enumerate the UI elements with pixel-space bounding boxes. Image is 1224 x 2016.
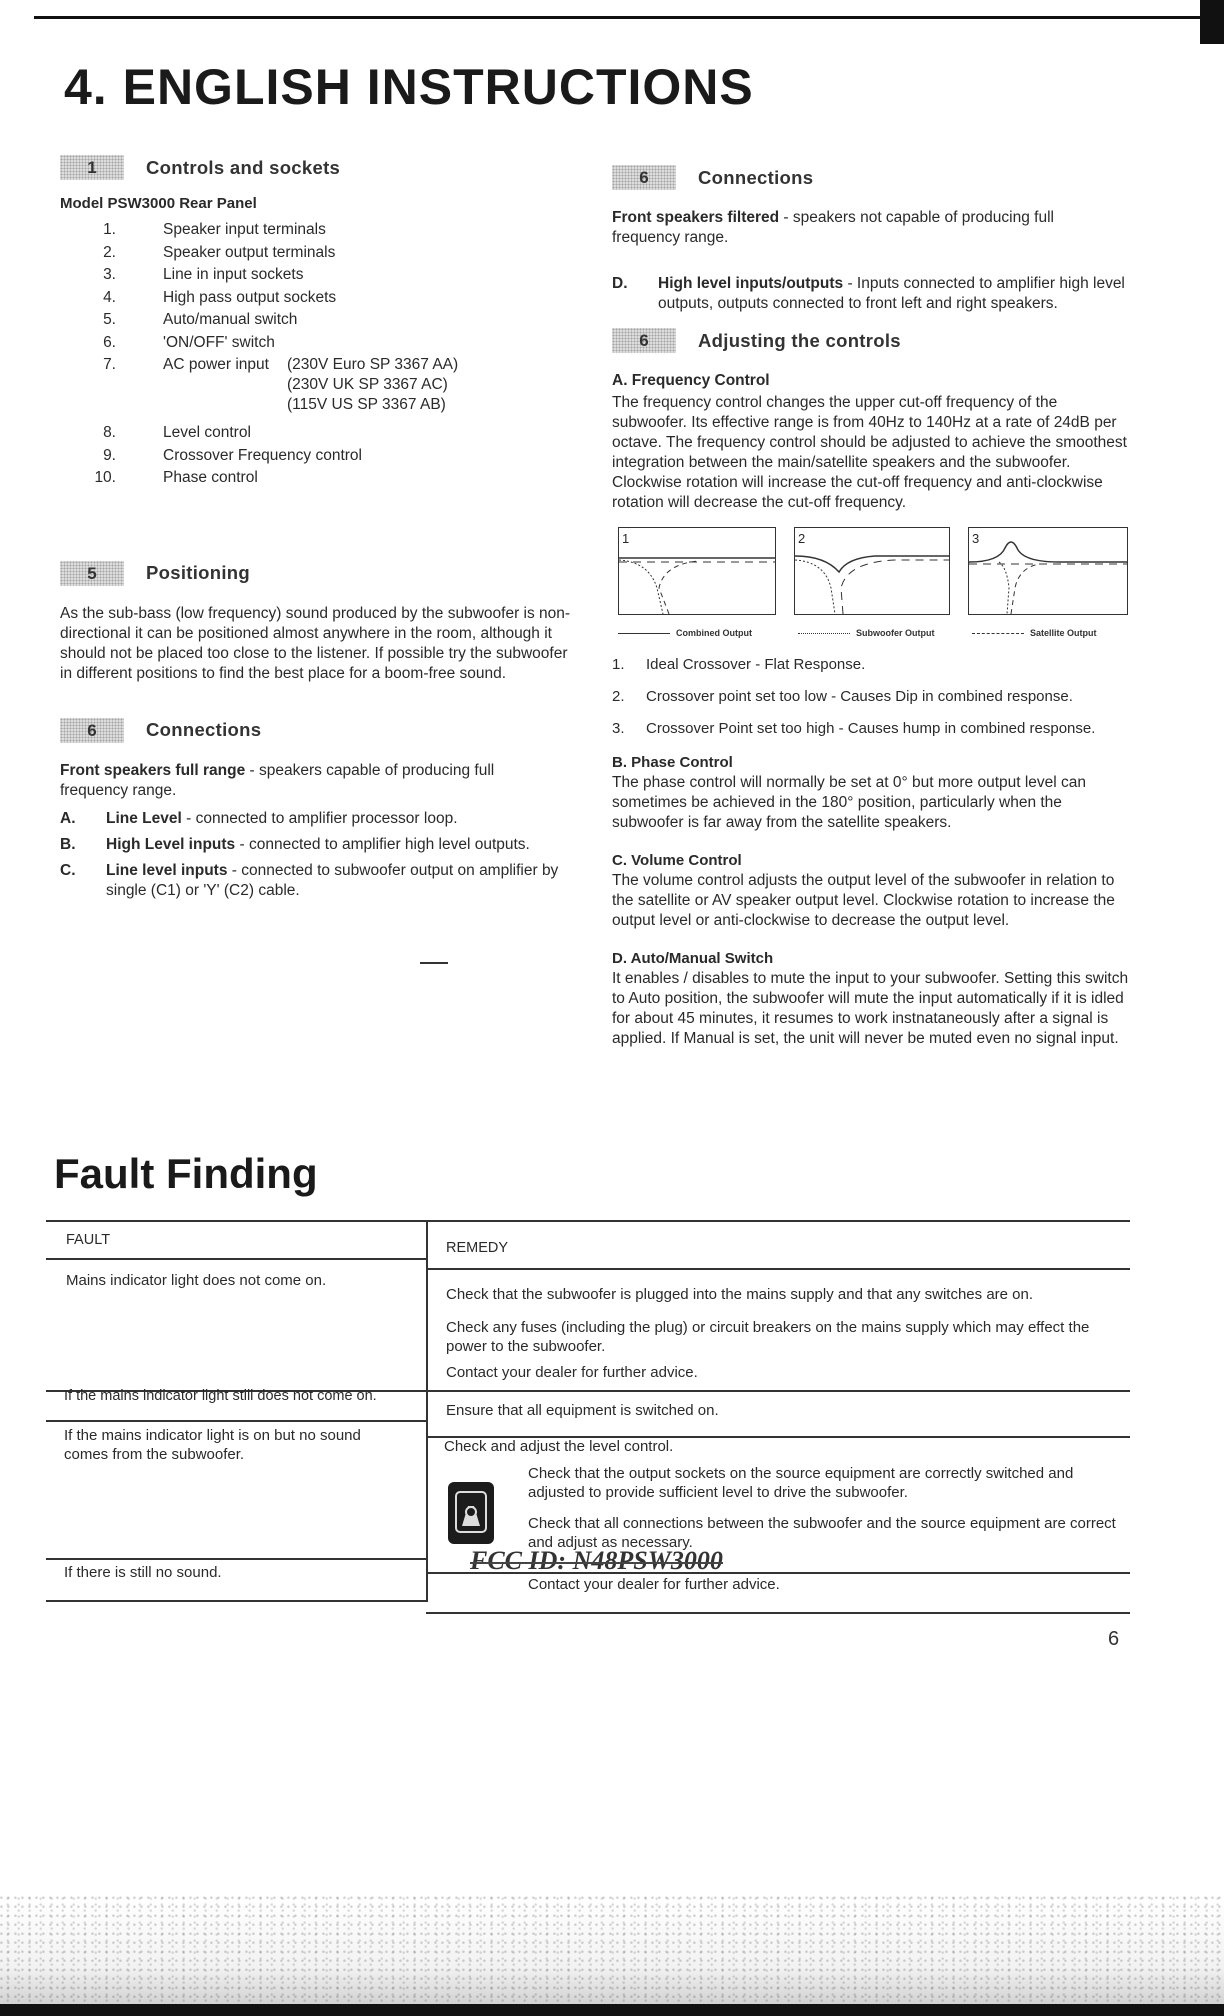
list-item: 1. Ideal Crossover - Flat Response. [612, 656, 866, 673]
model-label: Model PSW3000 Rear Panel [60, 195, 257, 212]
front-speakers-filtered: Front speakers filtered - speakers not capable of producing full frequency range. [612, 209, 1054, 246]
list-item: 2. Crossover point set too low - Causes Dip in combined response. [612, 688, 1073, 705]
connections-left-list [60, 809, 590, 901]
remedy-row-1c: Contact your dealer for further advice. [446, 1364, 698, 1381]
list-item: A. Line Level - connected to amplifier processor loop. [60, 809, 458, 827]
legend-subwoofer: Subwoofer Output [798, 623, 935, 643]
remedy-row-3a: Check and adjust the level control. [444, 1438, 674, 1455]
list-item: D. High level inputs/outputs - Inputs connected to amplifier high level outputs, outputs connected to front left and right speakers. [612, 275, 1125, 312]
controls-section-title: Controls and sockets [146, 156, 341, 178]
table-rule [46, 1258, 426, 1260]
legend-satellite: Satellite Output [972, 623, 1097, 643]
crossover-graphs [612, 527, 1132, 645]
list-item: 5. Auto/manual switch [103, 311, 298, 328]
fault-row-1: Mains indicator light does not come on. [66, 1272, 327, 1289]
graph-1: 1 [618, 527, 776, 615]
volume-text: The volume control adjusts the output level of the subwoofer in relation to the satellite or AV speaker output level. Clockwise rotation to increase the output level or anti-clockwise to decrease the output level. [612, 872, 1115, 929]
list-item: 6. 'ON/OFF' switch [103, 333, 275, 351]
fault-row-3: If the mains indicator light is on but no sound comes from the subwoofer. [64, 1427, 361, 1463]
fault-row-4: If there is still no sound. [64, 1564, 222, 1581]
graph-3: 3 [968, 527, 1128, 615]
section-badge: 1 [60, 155, 124, 180]
phase-text: The phase control will normally be set at 0° but more output level can sometimes be achieved in the 180° position, particularly when the subwoofer is far away from the satellite speakers. [612, 774, 1087, 831]
power-options: (230V Euro SP 3367 AA) (230V UK SP 3367 AC) (115V US SP 3367 AB) [286, 356, 459, 413]
auto-manual-heading: D. Auto/Manual Switch [612, 950, 774, 967]
bottom-edge-bar [0, 2004, 1224, 2016]
left-column [60, 155, 590, 907]
top-corner-mark [1200, 0, 1224, 44]
fcc-id-stamp: FCC ID: N48PSW3000 [470, 1546, 723, 1575]
frequency-text-2: Clockwise rotation will increase the cut-off frequency and anti-clockwise rotation will decrease the cut-off frequency. [612, 474, 1103, 511]
graph-2: 2 [794, 527, 950, 615]
connections-left-header [60, 718, 590, 743]
legend-combined: Combined Output [618, 623, 752, 643]
top-rule [34, 16, 1200, 19]
connections-right-header [612, 165, 1132, 190]
remedy-row-3c: Check that all connections between the subwoofer and the source equipment are correct and adjust as necessary. [528, 1515, 1116, 1551]
list-item: 1. Speaker input terminals [103, 221, 326, 238]
positioning-section-header [60, 561, 590, 586]
frequency-text: The frequency control changes the upper cut-off frequency of the subwoofer. Its effective range is from 40Hz to 140Hz at a rate of 24dB per octave. The frequency control should be adjusted to achieve the smoothest integration between the main/satellite speakers and the subwoofer. [612, 394, 1127, 471]
page-number: 6 [1108, 1628, 1120, 1650]
table-rule [46, 1600, 426, 1602]
remedy-row-1b: Check any fuses (including the plug) or circuit breakers on the mains supply which may effect the power to the subwoofer. [446, 1319, 1090, 1355]
connections-right-list [612, 274, 1132, 314]
fault-finding-title: Fault Finding [54, 1150, 318, 1197]
remedy-row-3b: Check that the output sockets on the source equipment are correctly switched and adjusted to provide sufficient level to drive the subwoofer. [528, 1465, 1074, 1501]
front-speakers-full-range: Front speakers full range - speakers capable of producing full frequency range. [60, 761, 495, 799]
adjusting-section-header [612, 328, 1132, 353]
remedy-row-4: Contact your dealer for further advice. [528, 1576, 780, 1593]
remedy-row-1a: Check that the subwoofer is plugged into the mains supply and that any switches are on. [446, 1286, 1034, 1303]
section-badge: 6 [60, 718, 124, 743]
list-item: B. High Level inputs - connected to amplifier high level outputs. [60, 835, 530, 853]
list-item: 3. Crossover Point set too high - Causes hump in combined response. [612, 720, 1096, 737]
positioning-text: As the sub-bass (low frequency) sound produced by the subwoofer is non-directional it can be positioned almost anywhere in the room, although it should not be placed too close to the listener. If possible try the subwoofer in different positions to find the best place for a boom-free sound. [60, 604, 571, 682]
list-item: 10. Phase control [94, 469, 258, 486]
connections-left-title: Connections [146, 719, 262, 740]
page-title: 4. ENGLISH INSTRUCTIONS [64, 59, 754, 115]
table-rule [46, 1420, 426, 1422]
warning-icon [448, 1482, 494, 1544]
adjusting-section-title: Adjusting the controls [698, 329, 901, 351]
list-item: C. Line level inputs - connected to subwoofer output on amplifier by single (C1) or 'Y' (C2) cable. [60, 861, 559, 899]
right-column [612, 165, 1132, 1049]
section-badge: 6 [612, 328, 676, 353]
list-item: 9. Crossover Frequency control [103, 446, 362, 464]
connections-right-title: Connections [698, 166, 814, 188]
list-item-power: 7. AC power input (230V Euro SP 3367 AA) (230V UK SP 3367 AC) (115V US SP 3367 AB) [60, 355, 590, 423]
list-item: 3. Line in input sockets [103, 266, 304, 283]
controls-list [60, 220, 590, 491]
phase-heading: B. Phase Control [612, 754, 733, 771]
positioning-section-title: Positioning [146, 562, 251, 583]
table-rule [46, 1220, 1130, 1222]
divider-dash [420, 962, 448, 964]
table-rule [426, 1612, 1130, 1614]
response-list [612, 655, 1132, 739]
remedy-row-2: Ensure that all equipment is switched on. [446, 1402, 719, 1419]
fault-row-2: If the mains indicator light still does not come on. [64, 1388, 377, 1404]
graph-2-curves [795, 528, 949, 614]
controls-section-header [60, 155, 590, 180]
list-item: 4. High pass output sockets [103, 288, 337, 306]
column-header-fault: FAULT [66, 1232, 111, 1248]
table-rule [46, 1558, 426, 1560]
table-rule [426, 1268, 1130, 1270]
volume-heading: C. Volume Control [612, 852, 742, 869]
auto-manual-text: It enables / disables to mute the input to your subwoofer. Setting this switch to Auto position, the subwoofer will mute the input automatically if it is idled for about 45 minutes, it resumes to work instnataneously after a signal is applied. If Manual is set, the unit will never be muted even no signal input. [612, 970, 1129, 1047]
column-header-remedy: REMEDY [446, 1240, 509, 1256]
scan-noise [0, 1895, 1224, 2016]
hand-switch-icon [448, 1482, 494, 1544]
graph-3-curves [969, 528, 1127, 614]
frequency-heading: A. Frequency Control [612, 372, 770, 389]
list-item: 2. Speaker output terminals [103, 243, 336, 261]
graph-1-curves [619, 528, 775, 614]
section-badge: 6 [612, 165, 676, 190]
list-item: 8. Level control [103, 424, 251, 441]
table-column-divider [426, 1220, 428, 1602]
section-badge: 5 [60, 561, 124, 586]
